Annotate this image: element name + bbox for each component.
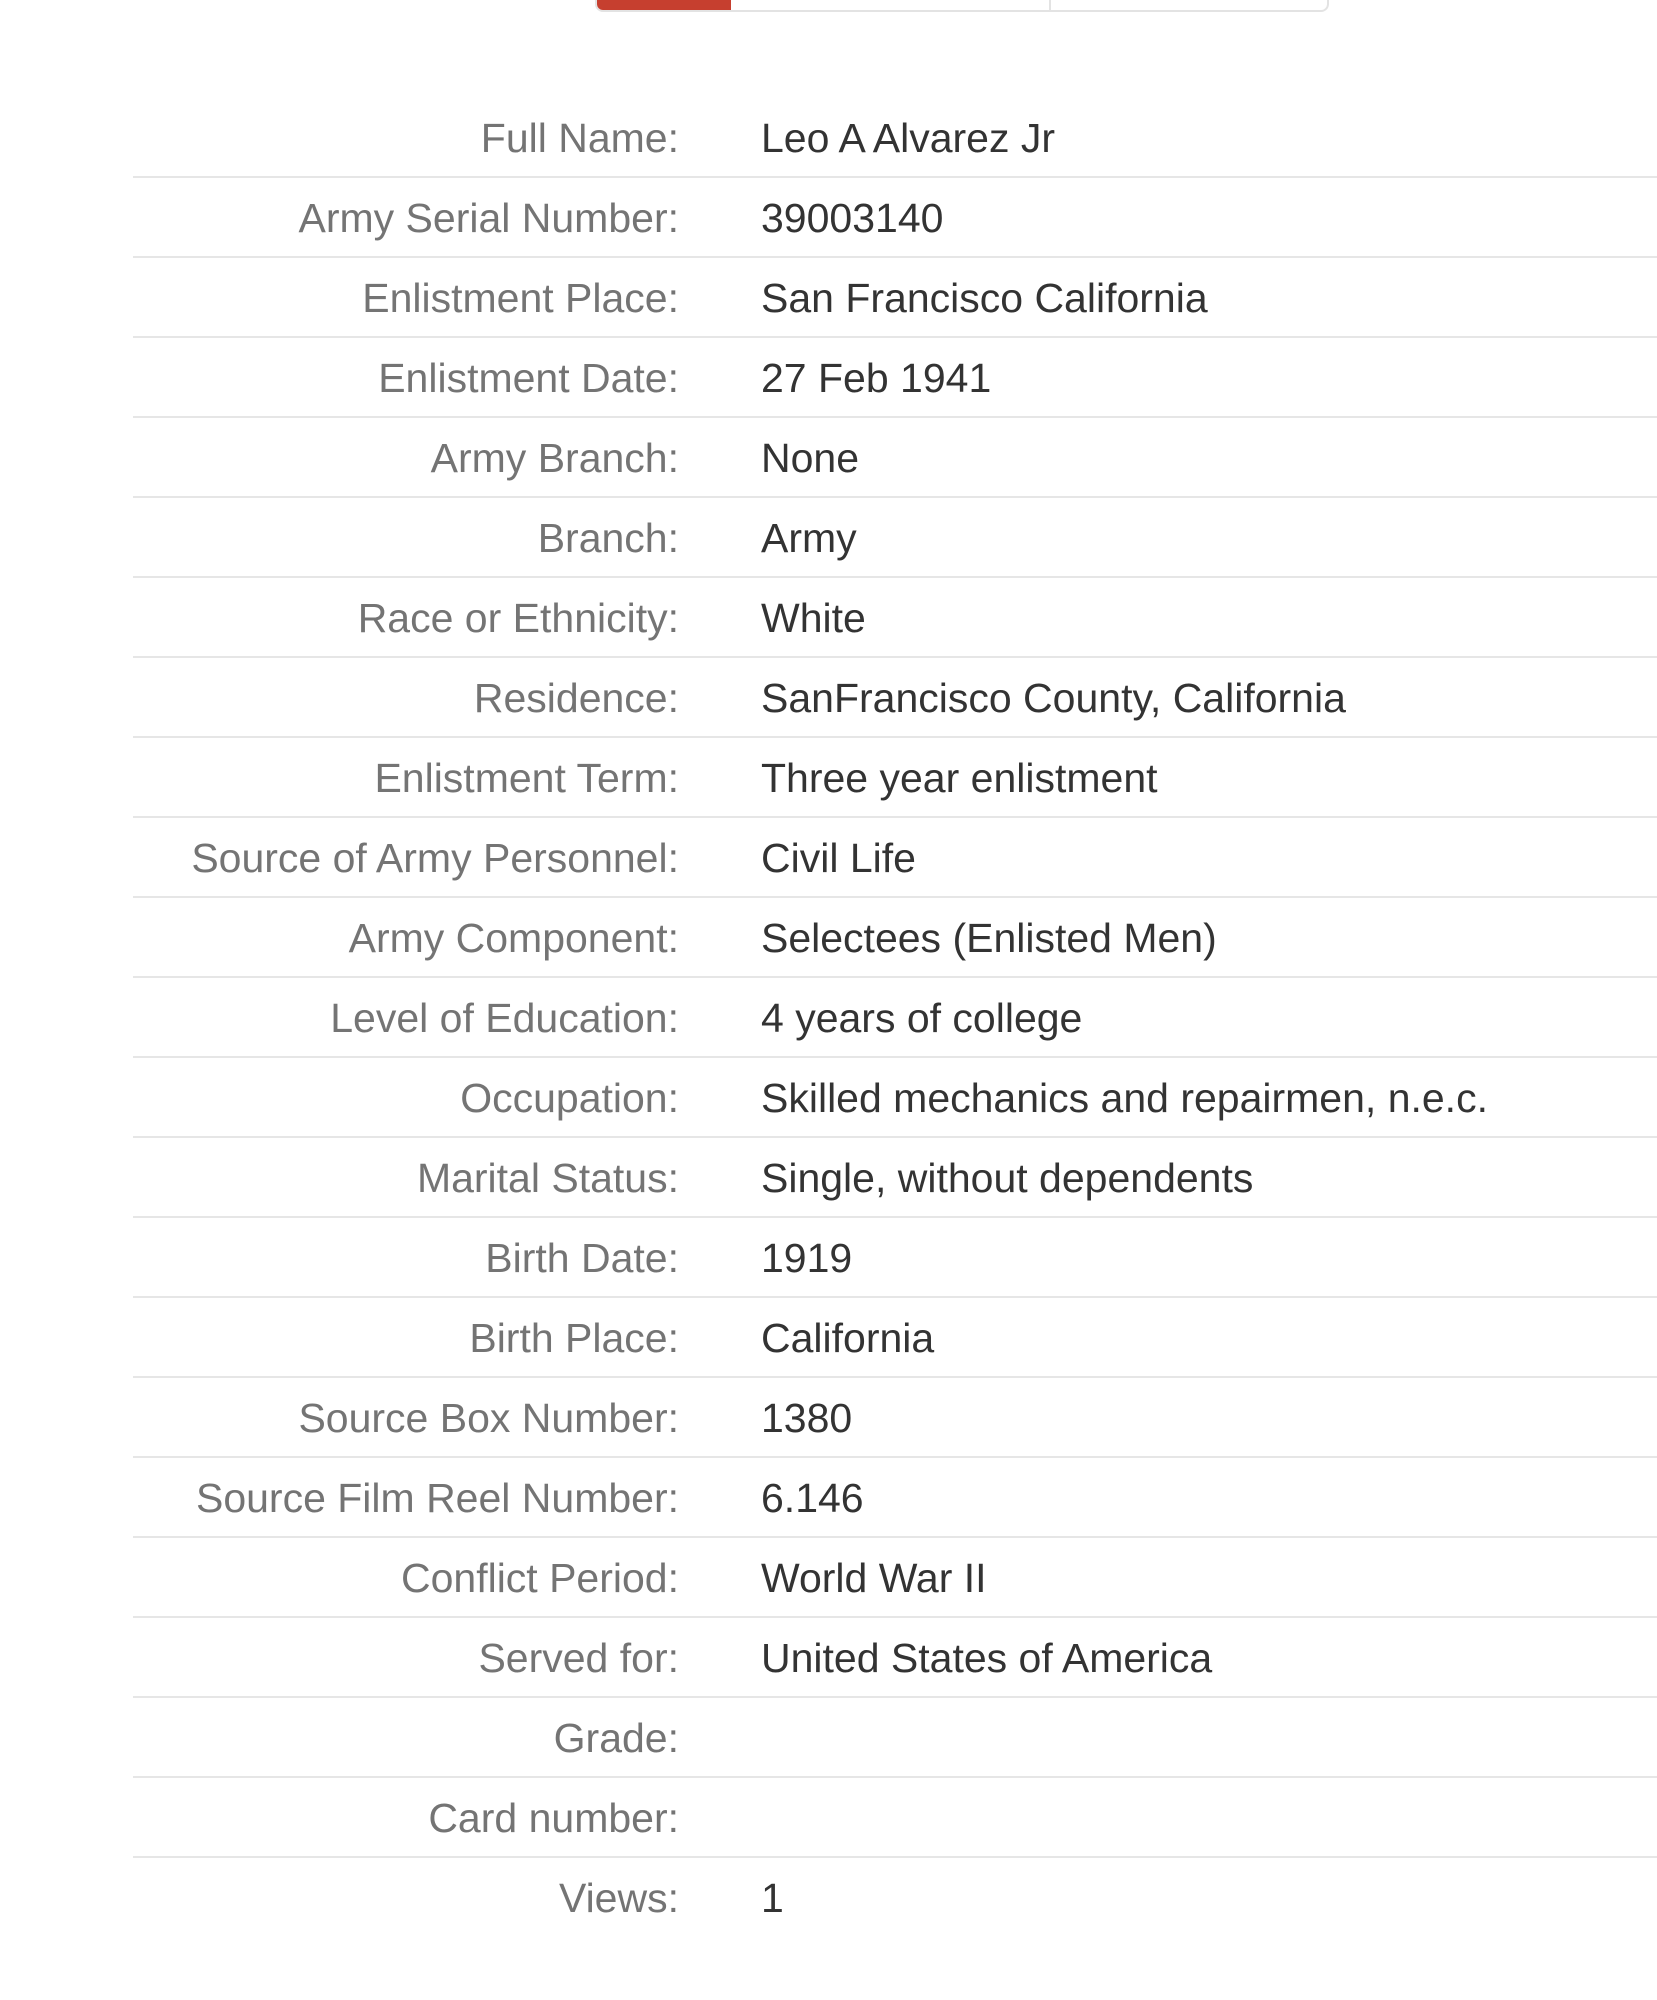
- field-label: Army Branch:: [430, 435, 679, 481]
- field-label: Occupation:: [460, 1075, 679, 1121]
- record-row-marital-status: [133, 1138, 1657, 1218]
- record-details-table: [133, 98, 1657, 1938]
- record-row-birth-date: [133, 1218, 1657, 1298]
- field-label: Full Name:: [480, 115, 679, 161]
- record-row-level-of-education: [133, 978, 1657, 1058]
- record-row-served-for: [133, 1618, 1657, 1698]
- field-value: Selectees (Enlisted Men): [761, 915, 1217, 961]
- field-value: United States of America: [761, 1635, 1213, 1681]
- field-label: Source of Army Personnel:: [191, 835, 679, 881]
- field-label: Army Component:: [348, 915, 679, 961]
- tab-third[interactable]: [1051, 0, 1327, 10]
- field-value: None: [761, 435, 860, 481]
- field-value: 27 Feb 1941: [761, 355, 992, 401]
- field-label: Birth Place:: [469, 1315, 679, 1361]
- field-label: Grade:: [553, 1715, 679, 1761]
- record-row-source-of-army-personnel: [133, 818, 1657, 898]
- field-value: Army: [761, 515, 857, 561]
- field-label: Enlistment Place:: [362, 275, 679, 321]
- field-label: Served for:: [478, 1635, 679, 1681]
- field-value: 1380: [761, 1395, 853, 1441]
- field-value: Leo A Alvarez Jr: [761, 115, 1056, 161]
- field-value: 4 years of college: [761, 995, 1083, 1041]
- record-row-birth-place: [133, 1298, 1657, 1378]
- tab-active[interactable]: [597, 0, 731, 10]
- record-row-branch: [133, 498, 1657, 578]
- field-label: Source Film Reel Number:: [195, 1475, 679, 1521]
- record-row-army-serial-number: [133, 178, 1657, 258]
- field-label: Army Serial Number:: [298, 195, 679, 241]
- field-label: Enlistment Term:: [374, 755, 679, 801]
- field-label: Marital Status:: [416, 1155, 679, 1201]
- field-label: Source Box Number:: [298, 1395, 679, 1441]
- field-value: 1: [761, 1875, 784, 1921]
- field-value: California: [761, 1315, 935, 1361]
- field-value: White: [761, 595, 866, 641]
- record-row-race-or-ethnicity: [133, 578, 1657, 658]
- field-value: Single, without dependents: [761, 1155, 1254, 1201]
- record-row-enlistment-place: [133, 258, 1657, 338]
- field-label: Race or Ethnicity:: [357, 595, 679, 641]
- field-label: Conflict Period:: [400, 1555, 679, 1601]
- field-value: SanFrancisco County, California: [761, 675, 1346, 721]
- field-value: 1919: [761, 1235, 853, 1281]
- field-value: Skilled mechanics and repairmen, n.e.c.: [761, 1075, 1488, 1121]
- record-row-source-film-reel-number: [133, 1458, 1657, 1538]
- field-label: Residence:: [473, 675, 679, 721]
- record-row-residence: [133, 658, 1657, 738]
- field-label: Card number:: [428, 1795, 679, 1841]
- record-row-conflict-period: [133, 1538, 1657, 1618]
- field-label: Branch:: [537, 515, 679, 561]
- field-label: Views:: [558, 1875, 679, 1921]
- field-label: Level of Education:: [330, 995, 679, 1041]
- record-row-card-number: [133, 1778, 1657, 1858]
- record-row-source-box-number: [133, 1378, 1657, 1458]
- record-row-occupation: [133, 1058, 1657, 1138]
- record-tabs: [595, 0, 1329, 12]
- record-row-full-name: [133, 98, 1657, 178]
- record-row-grade: [133, 1698, 1657, 1778]
- record-row-army-component: [133, 898, 1657, 978]
- tab-second[interactable]: [731, 0, 1051, 10]
- field-value: Three year enlistment: [761, 755, 1158, 801]
- field-value: 39003140: [761, 195, 944, 241]
- field-label: Birth Date:: [485, 1235, 679, 1281]
- record-row-army-branch: [133, 418, 1657, 498]
- field-value: San Francisco California: [761, 275, 1208, 321]
- field-value: Civil Life: [761, 835, 916, 881]
- field-value: World War II: [761, 1555, 987, 1601]
- record-row-views: [133, 1858, 1657, 1938]
- field-label: Enlistment Date:: [378, 355, 679, 401]
- record-row-enlistment-date: [133, 338, 1657, 418]
- record-row-enlistment-term: [133, 738, 1657, 818]
- field-value: 6.146: [761, 1475, 864, 1521]
